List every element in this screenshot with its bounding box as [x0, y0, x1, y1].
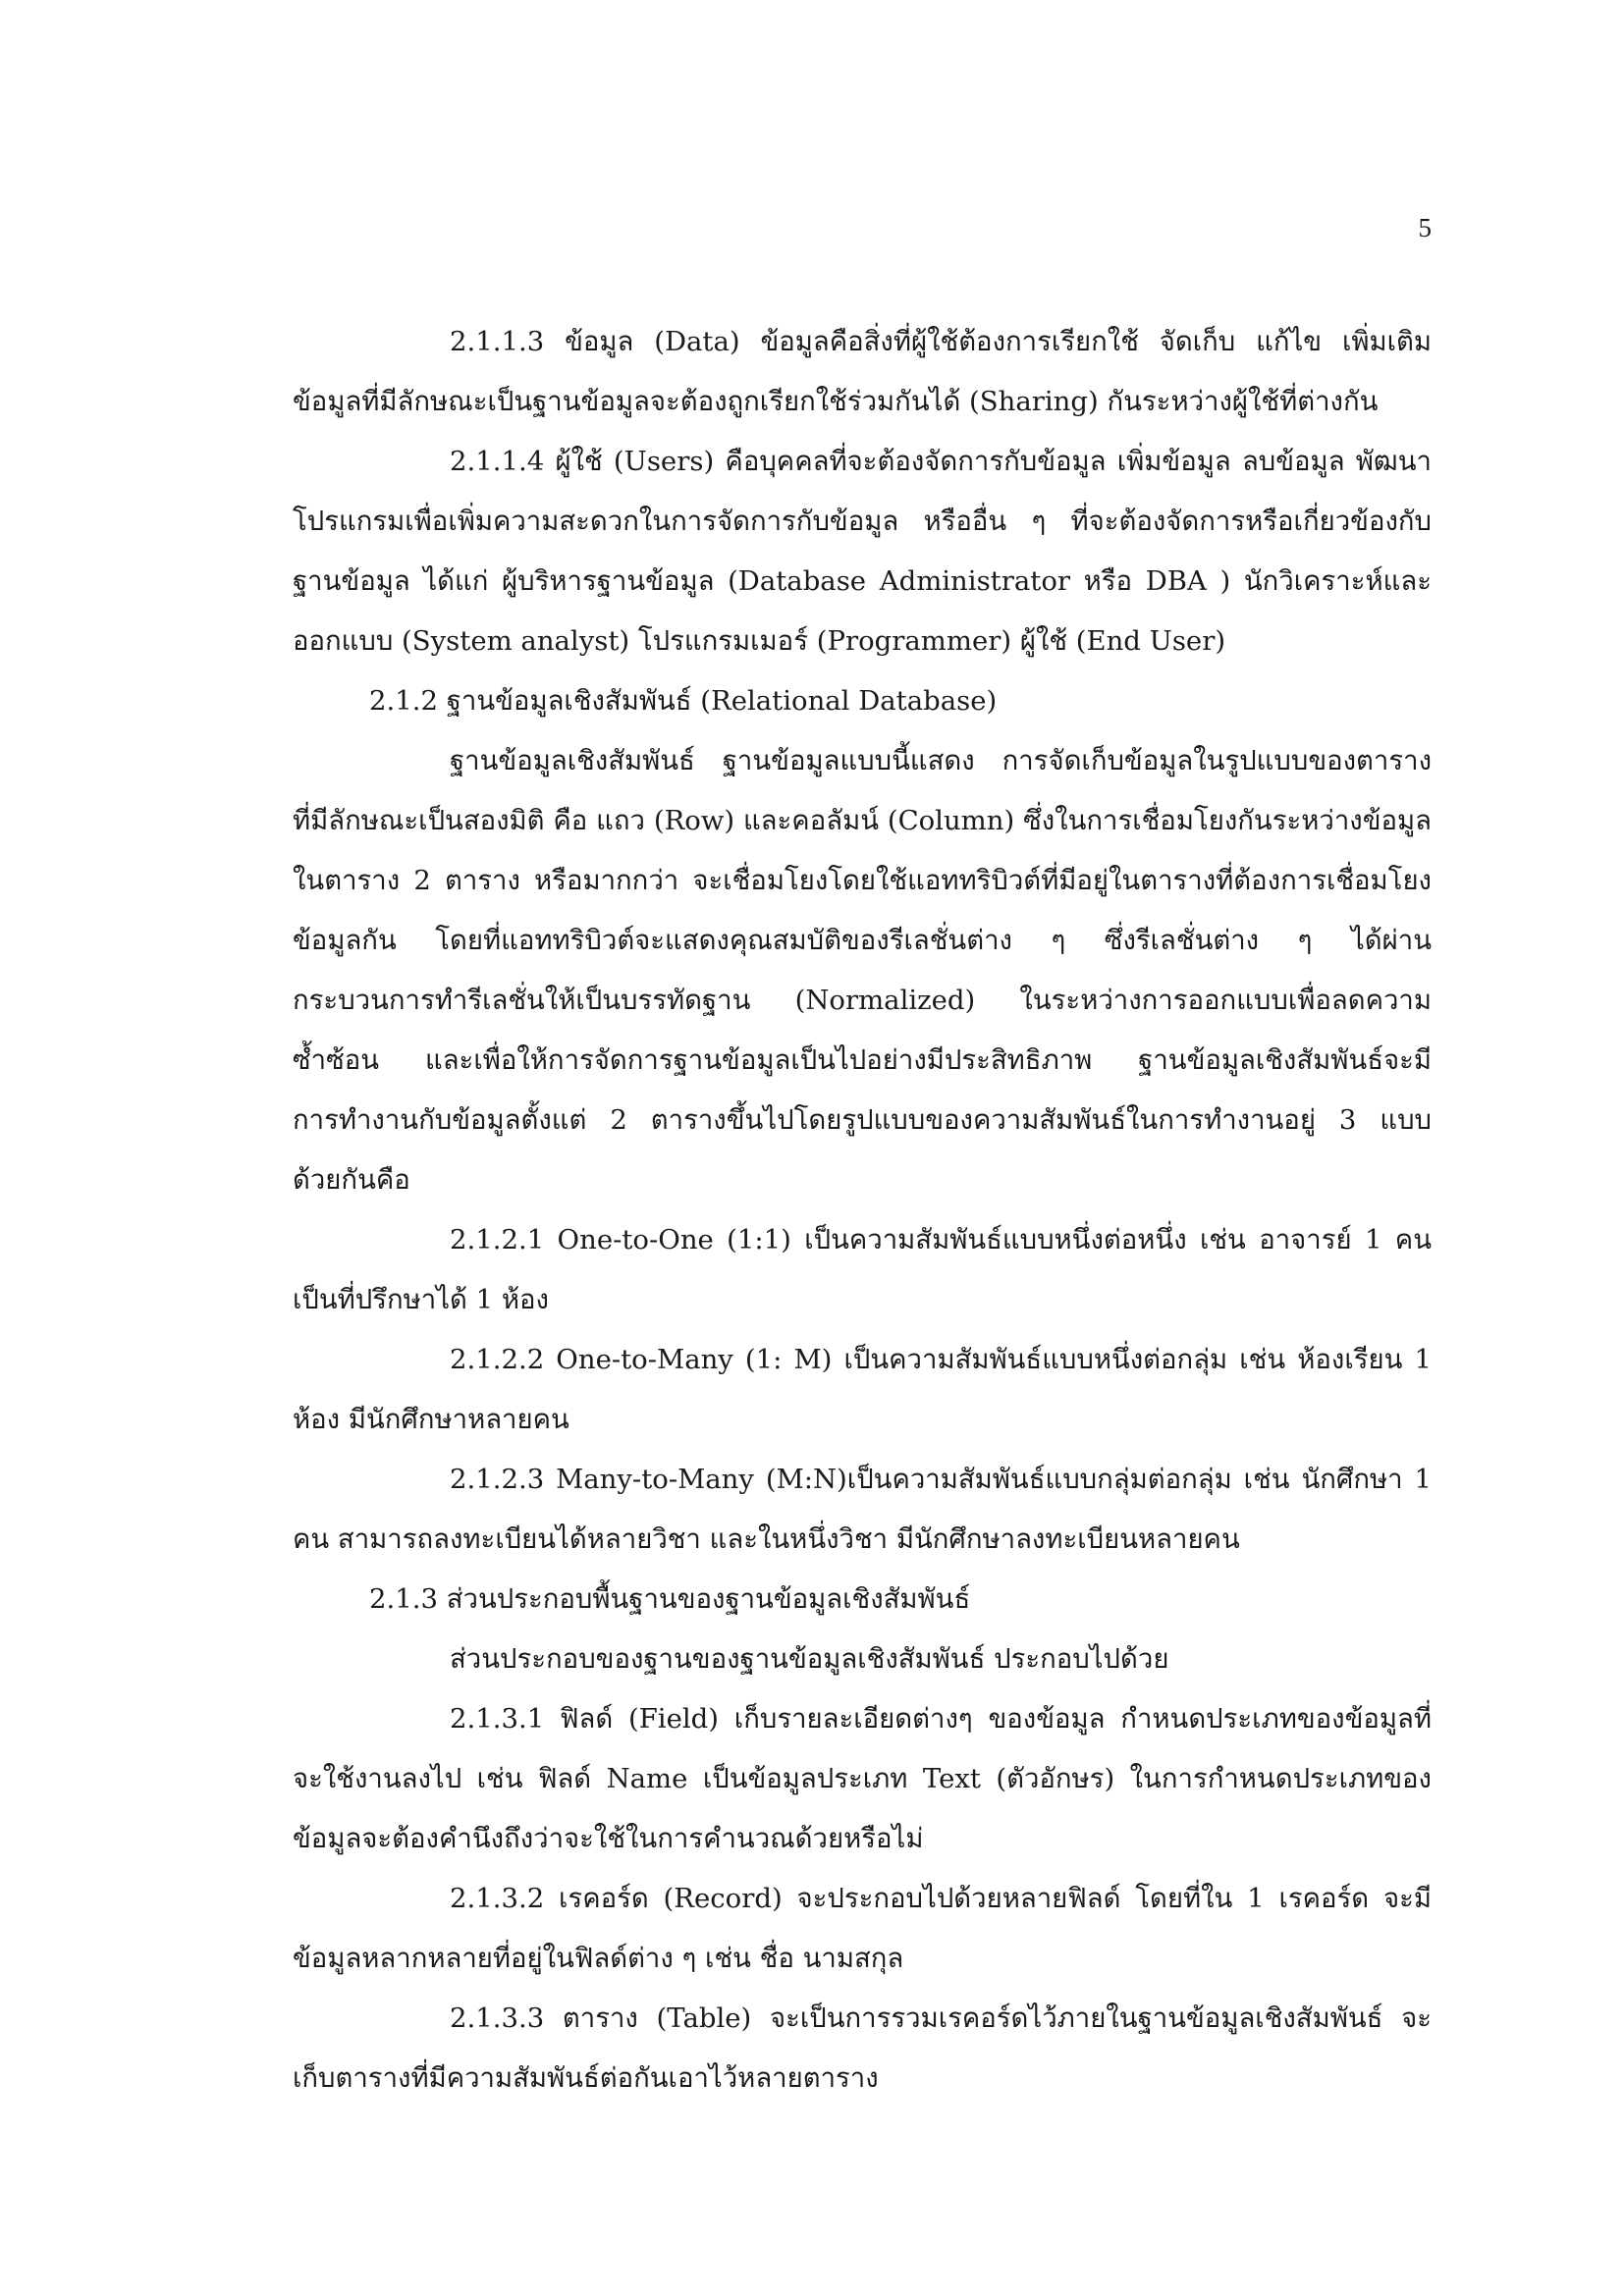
text-line: 2.1.2.2 One-to-Many (1: M) เป็นความสัมพันธ์แบบหนึ่งต่อกลุ่ม เช่น ห้องเรียน 1 [450, 1344, 1432, 1375]
text-line: 2.1.3.2 เรคอร์ด (Record) จะประกอบไปด้วยหลายฟิลด์ โดยที่ใน 1 เรคอร์ด จะมี [450, 1883, 1432, 1914]
text-line: จะใช้งานลงไป เช่น ฟิลด์ Name เป็นข้อมูลประเภท Text (ตัวอักษร) ในการกำหนดประเภทของ [293, 1763, 1432, 1794]
text-line: 2.1.3.3 ตาราง (Table) จะเป็นการรวมเรคอร์ดไว้ภายในฐานข้อมูลเชิงสัมพันธ์ จะ [450, 2002, 1432, 2034]
text-line: ด้วยกันคือ [293, 1164, 410, 1196]
page-number: 5 [1418, 213, 1432, 242]
text-line: ในตาราง 2 ตาราง หรือมากกว่า จะเชื่อมโยงโดยใช้แอททริบิวต์ที่มีอยู่ในตารางที่ต้องการเชื่อมโยง [293, 865, 1432, 896]
text-line: ฐานข้อมูล ได้แก่ ผู้บริหารฐานข้อมูล (Database Administrator หรือ DBA ) นักวิเคราะห์และ [293, 565, 1432, 597]
text-line: การทำงานกับข้อมูลตั้งแต่ 2 ตารางขึ้นไปโดยรูปแบบของความสัมพันธ์ในการทำงานอยู่ 3 แบบ [293, 1104, 1432, 1136]
text-line: ออกแบบ (System analyst) โปรแกรมเมอร์ (Programmer) ผู้ใช้ (End User) [293, 625, 1226, 657]
text-line: ซ้ำซ้อน และเพื่อให้การจัดการฐานข้อมูลเป็นไปอย่างมีประสิทธิภาพ ฐานข้อมูลเชิงสัมพันธ์จะมี [293, 1044, 1432, 1076]
text-line: กระบวนการทำรีเลชั่นให้เป็นบรรทัดฐาน (Normalized) ในระหว่างการออกแบบเพื่อลดความ [293, 985, 1432, 1016]
text-line: ข้อมูลจะต้องคำนึงถึงว่าจะใช้ในการคำนวณด้วยหรือไม่ [293, 1823, 924, 1854]
text-line: ข้อมูลที่มีลักษณะเป็นฐานข้อมูลจะต้องถูกเรียกใช้ร่วมกันได้ (Sharing) กันระหว่างผู้ใช้ที่ต่างกัน [293, 386, 1379, 417]
text-line: โปรแกรมเพื่อเพิ่มความสะดวกในการจัดการกับข้อมูล หรืออื่น ๆ ที่จะต้องจัดการหรือเกี่ยวข้องกับ [293, 506, 1432, 537]
text-line: เป็นที่ปรึกษาได้ 1 ห้อง [293, 1284, 549, 1315]
text-line: 2.1.2 ฐานข้อมูลเชิงสัมพันธ์ (Relational Database) [369, 685, 998, 717]
text-line: ที่มีลักษณะเป็นสองมิติ คือ แถว (Row) และคอลัมน์ (Column) ซึ่งในการเชื่อมโยงกันระหว่างข้อมูล [293, 805, 1432, 836]
text-line: 2.1.1.3 ข้อมูล (Data) ข้อมูลคือสิ่งที่ผู้ใช้ต้องการเรียกใช้ จัดเก็บ แก้ไข เพิ่มเติม [450, 326, 1432, 357]
text-line: ห้อง มีนักศึกษาหลายคน [293, 1404, 569, 1435]
text-line: 2.1.3.1 ฟิลด์ (Field) เก็บรายละเอียดต่างๆ ของข้อมูล กำหนดประเภทของข้อมูลที่ [450, 1703, 1432, 1735]
text-line: 2.1.1.4 ผู้ใช้ (Users) คือบุคคลที่จะต้องจัดการกับข้อมูล เพิ่มข้อมูล ลบข้อมูล พัฒนา [450, 446, 1432, 477]
text-line: เก็บตารางที่มีความสัมพันธ์ต่อกันเอาไว้หลายตาราง [293, 2062, 879, 2094]
text-line: คน สามารถลงทะเบียนได้หลายวิชา และในหนึ่งวิชา มีนักศึกษาลงทะเบียนหลายคน [293, 1523, 1240, 1555]
text-line: ข้อมูลหลากหลายที่อยู่ในฟิลด์ต่าง ๆ เช่น ชื่อ นามสกุล [293, 1943, 904, 1974]
text-line: 2.1.3 ส่วนประกอบพื้นฐานของฐานข้อมูลเชิงสัมพันธ์ [369, 1583, 971, 1615]
text-line: 2.1.2.3 Many-to-Many (M:N)เป็นความสัมพันธ์แบบกลุ่มต่อกลุ่ม เช่น นักศึกษา 1 [450, 1464, 1432, 1495]
body-text [293, 312, 1432, 2109]
text-line: ฐานข้อมูลเชิงสัมพันธ์ ฐานข้อมูลแบบนี้แสดง การจัดเก็บข้อมูลในรูปแบบของตาราง [450, 745, 1432, 776]
text-line: ข้อมูลกัน โดยที่แอททริบิวต์จะแสดงคุณสมบัติของรีเลชั่นต่าง ๆ ซึ่งรีเลชั่นต่าง ๆ ได้ผ่าน [293, 925, 1432, 956]
text-line: ส่วนประกอบของฐานของฐานข้อมูลเชิงสัมพันธ์ ประกอบไปด้วย [450, 1643, 1169, 1675]
text-line: 2.1.2.1 One-to-One (1:1) เป็นความสัมพันธ์แบบหนึ่งต่อหนึ่ง เช่น อาจารย์ 1 คน [450, 1224, 1432, 1255]
